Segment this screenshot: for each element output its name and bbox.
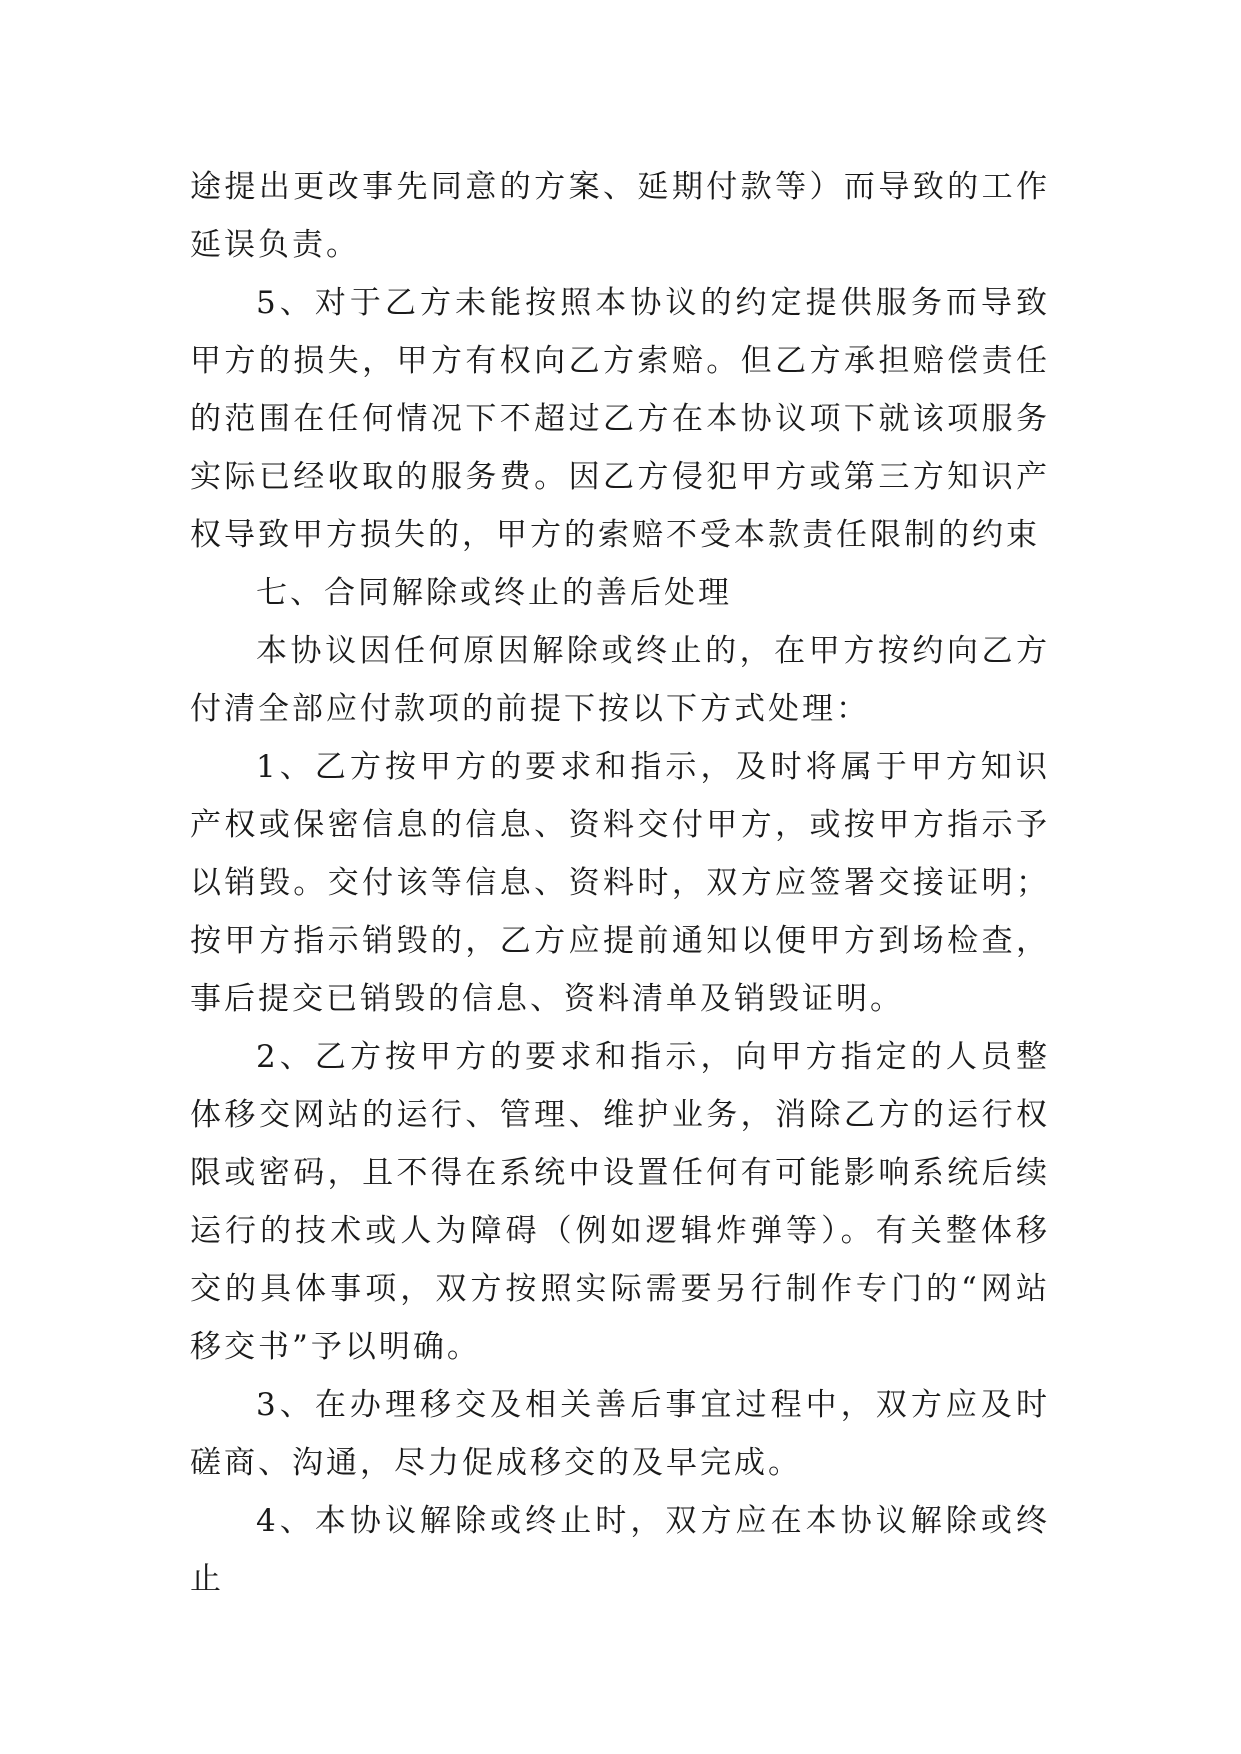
paragraph-clause-4-termination: 4、本协议解除或终止时，双方应在本协议解除或终止 xyxy=(190,1503,1050,1597)
section-heading-termination: 七、合同解除或终止的善后处理 xyxy=(256,575,732,611)
paragraph-clause-1-handover-info: 1、乙方按甲方的要求和指示，及时将属于甲方知识产权或保密信息的信息、资料交付甲方，或按甲方指示予以销毁。交付该等信息、资料时，双方应签署交接证明；按甲方指示销毁的，乙方应提前通知以便甲方到场检查，事后提交已销毁的信息、资料清单及销毁证明。 xyxy=(190,749,1050,1017)
paragraph-delay-liability-continued: 途提出更改事先同意的方案、延期付款等）而导致的工作延误负责。 xyxy=(190,169,1050,263)
paragraph-termination-intro: 本协议因任何原因解除或终止的，在甲方按约向乙方付清全部应付款项的前提下按以下方式处理： xyxy=(190,633,1050,727)
paragraph-clause-3-consultation: 3、在办理移交及相关善后事宜过程中，双方应及时磋商、沟通，尽力促成移交的及早完成。 xyxy=(190,1387,1050,1481)
paragraph-clause-2-website-transfer: 2、乙方按甲方的要求和指示，向甲方指定的人员整体移交网站的运行、管理、维护业务，消除乙方的运行权限或密码，且不得在系统中设置任何有可能影响系统后续运行的技术或人为障碍（例如逻辑炸弹等）。有关整体移交的具体事项，双方按照实际需要另行制作专门的“网站移交书”予以明确。 xyxy=(190,1039,1050,1365)
paragraph-clause-5-compensation: 5、对于乙方未能按照本协议的约定提供服务而导致甲方的损失，甲方有权向乙方索赔。但乙方承担赔偿责任的范围在任何情况下不超过乙方在本协议项下就该项服务实际已经收取的服务费。因乙方侵犯甲方或第三方知识产权导致甲方损失的，甲方的索赔不受本款责任限制的约束 xyxy=(190,285,1050,553)
document-body xyxy=(190,158,1050,1608)
